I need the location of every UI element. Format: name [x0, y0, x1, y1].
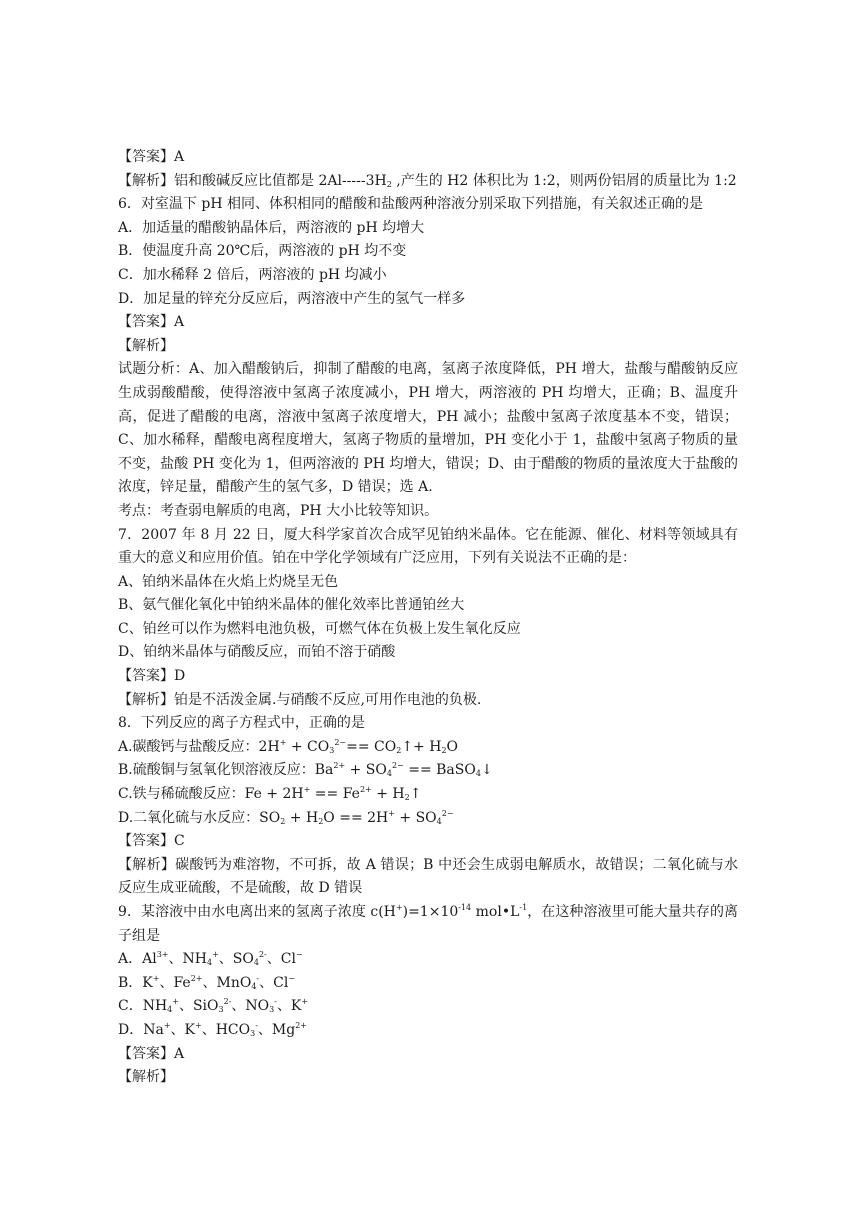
q7-option-c: C、铂丝可以作为燃料电池负极，可燃气体在负极上发生氧化反应: [118, 620, 521, 637]
superscript: 2+: [333, 761, 346, 771]
q7-analysis: 【解析】铂是不活泼金属.与硝酸不反应,可用作电池的负极.: [118, 691, 482, 708]
subscript: 4: [206, 958, 213, 968]
q9-analysis-label: 【解析】: [118, 1069, 174, 1086]
superscript: 2+: [359, 785, 372, 795]
text: 、K: [276, 998, 302, 1015]
superscript: +: [195, 1020, 202, 1030]
superscript: +: [301, 997, 309, 1007]
subscript: 4: [167, 1005, 173, 1015]
q8-stem: 8．下列反应的离子方程式中，正确的是: [118, 715, 365, 732]
q8-option-c: [118, 783, 738, 807]
q5-analysis-text: 【解析】铝和酸碱反应比值都是 2Al-----3H: [118, 172, 387, 189]
text: + SO: [394, 809, 437, 826]
q6-option-d: D．加足量的锌充分反应后，两溶液中产生的氢气一样多: [118, 290, 466, 307]
superscript: 2+: [295, 1020, 307, 1030]
text: 、Fe: [159, 974, 191, 991]
superscript: -: [255, 1020, 258, 1030]
q7-stem: 7．2007 年 8 月 22 日，厦大科学家首次合成罕见铂纳米晶体。它在能源、催化、材料等领域具有重大的意义和应用价值。铂在中学化学领域有广泛应用，下列有关说法不正确的是：: [118, 526, 738, 567]
superscript: +: [172, 997, 179, 1007]
text: + CO: [286, 738, 330, 755]
q5-answer: 【答案】A: [118, 149, 185, 165]
q8-analysis: 【解析】碳酸钙为难溶物，不可拆，故 A 错误；B 中还会生成弱电解质水，故错误；二氧化硫与水反应生成亚硫酸，不是硫酸，故 D 错误: [118, 856, 738, 897]
text: 、Cl: [266, 951, 296, 968]
q8-option-d: [118, 807, 738, 831]
text: 、K: [170, 1021, 195, 1038]
text: C.铁与稀硫酸反应：Fe + 2H: [118, 786, 304, 803]
q7-answer: 【答案】D: [118, 668, 186, 685]
superscript: -: [256, 973, 260, 983]
subscript: 3: [250, 1028, 256, 1038]
q9-option-d: [118, 1019, 738, 1043]
superscript: -: [274, 997, 277, 1007]
text: 、NH: [168, 951, 207, 968]
text: 、MnO: [202, 974, 252, 991]
superscript: 2−: [334, 737, 347, 747]
superscript: +: [388, 808, 395, 818]
superscript: -14: [458, 903, 472, 912]
text: D.二氧化硫与水反应：SO: [118, 809, 281, 826]
subscript: 4: [475, 769, 481, 779]
text: A.碳酸钙与盐酸反应：2H: [118, 738, 280, 755]
subscript: 4: [253, 958, 259, 968]
text: B.硫酸铜与氢氧化钡溶液反应：Ba: [118, 762, 334, 779]
superscript: +: [212, 950, 219, 960]
superscript: 2+: [190, 973, 203, 983]
q9-answer: 【答案】A: [118, 1045, 185, 1062]
text: ↑+ H: [401, 738, 442, 755]
text: ，在这种溶液里可能大量共存的离子组是: [118, 904, 739, 944]
superscript: +: [163, 1020, 171, 1030]
q7-option-d: D、铂纳米晶体与硝酸反应，而铂不溶于硝酸: [118, 644, 396, 661]
text: 、SiO: [178, 998, 219, 1015]
superscript: 2−: [441, 808, 454, 818]
text: 9．某溶液中由水电离出来的氢离子浓度 c(H: [118, 904, 396, 920]
superscript: 2−: [391, 761, 404, 771]
subscript: 2: [396, 745, 402, 755]
subscript: 2: [318, 816, 324, 826]
subscript: 3: [269, 1005, 275, 1015]
subscript: 3: [329, 745, 335, 755]
subscript: 4: [436, 816, 442, 826]
superscript: 2-: [223, 997, 232, 1007]
text: + H: [285, 809, 319, 826]
text: + SO: [345, 762, 387, 779]
text: == CO: [346, 738, 397, 755]
q6-answer: 【答案】A: [118, 314, 185, 331]
superscript: 2-: [258, 950, 267, 960]
q6-analysis-text: 试题分析：A、加入醋酸钠后，抑制了醋酸的电离，氢离子浓度降低，PH 增大，盐酸与醋酸钠反应生成弱酸醋酸，使得溶液中氢离子浓度减小，PH 增大，两溶液的 PH 均增大，正确；B、温度升高，促进了醋酸的电离，溶液中氢离子浓度增大，PH 减小；盐酸中氢离子浓度基本不变，错误；C、加水稀释，醋酸电离程度增大，氢离子物质的量增加，PH 变化小于 1，盐酸中氢离子物质的量不变，盐酸 PH 变化为 1，但两溶液的 PH 均增大，错误；D、由于醋酸的物质的量浓度大于盐酸的浓度，锌足量，醋酸产生的氢气多，D 错误；选 A.: [118, 361, 738, 496]
q6-analysis-label: 【解析】: [118, 337, 174, 354]
text: 、SO: [218, 951, 254, 968]
text: O: [446, 738, 459, 755]
superscript: 3+: [156, 950, 169, 960]
text: == BaSO: [403, 762, 476, 779]
q8-option-b: [118, 759, 738, 783]
q8-option-a: [118, 736, 738, 760]
q6-kaodian: 考点：考查弱电解质的电离，PH 大小比较等知识。: [118, 502, 439, 519]
superscript: −: [288, 973, 296, 983]
text: == Fe: [310, 786, 360, 803]
q5-analysis: [118, 170, 738, 194]
subscript: 2: [441, 745, 447, 755]
subscript: 4: [386, 769, 392, 779]
q6-option-c: C．加水稀释 2 倍后，两溶液的 pH 均减小: [118, 266, 387, 283]
subscript: 2: [386, 179, 392, 189]
document-page: [118, 146, 738, 1090]
superscript: +: [395, 903, 403, 912]
text: O == 2H: [323, 809, 389, 826]
superscript: +: [279, 737, 287, 747]
q8-answer: 【答案】C: [118, 833, 185, 850]
text: 、NO: [231, 998, 270, 1015]
text: 、Cl: [259, 974, 289, 991]
superscript: +: [152, 973, 160, 983]
subscript: 2: [404, 793, 410, 803]
text: C．NH: [118, 998, 168, 1015]
text: ↑: [409, 786, 422, 803]
superscript: -1: [519, 903, 528, 912]
subscript: 4: [251, 981, 257, 991]
text: D．Na: [118, 1021, 164, 1038]
q9-option-a: [118, 948, 738, 972]
q7-option-a: A、铂纳米晶体在火焰上灼烧呈无色: [118, 573, 339, 590]
q6-option-a: A．加适量的醋酸钠晶体后，两溶液的 pH 均增大: [118, 219, 425, 236]
text: 、HCO: [201, 1021, 251, 1038]
text: mol•L: [471, 904, 520, 920]
text: + H: [371, 786, 405, 803]
text: 、Mg: [257, 1021, 296, 1038]
q6-stem: 6．对室温下 pH 相同、体积相同的醋酸和盐酸两种溶液分别采取下列措施，有关叙述正确的是: [118, 196, 703, 213]
superscript: −: [295, 950, 303, 960]
superscript: +: [303, 785, 311, 795]
q9-option-c: [118, 995, 738, 1019]
q9-option-b: [118, 972, 738, 996]
text: A．Al: [118, 951, 157, 968]
q6-option-b: B．使温度升高 20℃后，两溶液的 pH 均不变: [118, 243, 407, 260]
q7-option-b: B、氨气催化氧化中铂纳米晶体的催化效率比普通铂丝大: [118, 597, 465, 614]
subscript: 2: [280, 816, 286, 826]
subscript: 3: [218, 1005, 224, 1015]
text: ↓: [480, 762, 493, 779]
text: B．K: [118, 974, 153, 991]
text: )=1×10: [402, 904, 459, 920]
q5-analysis-text-2: ,产生的 H2 体积比为 1:2，则两份铝屑的质量比为 1:2: [391, 172, 737, 189]
q9-stem: [118, 901, 738, 948]
